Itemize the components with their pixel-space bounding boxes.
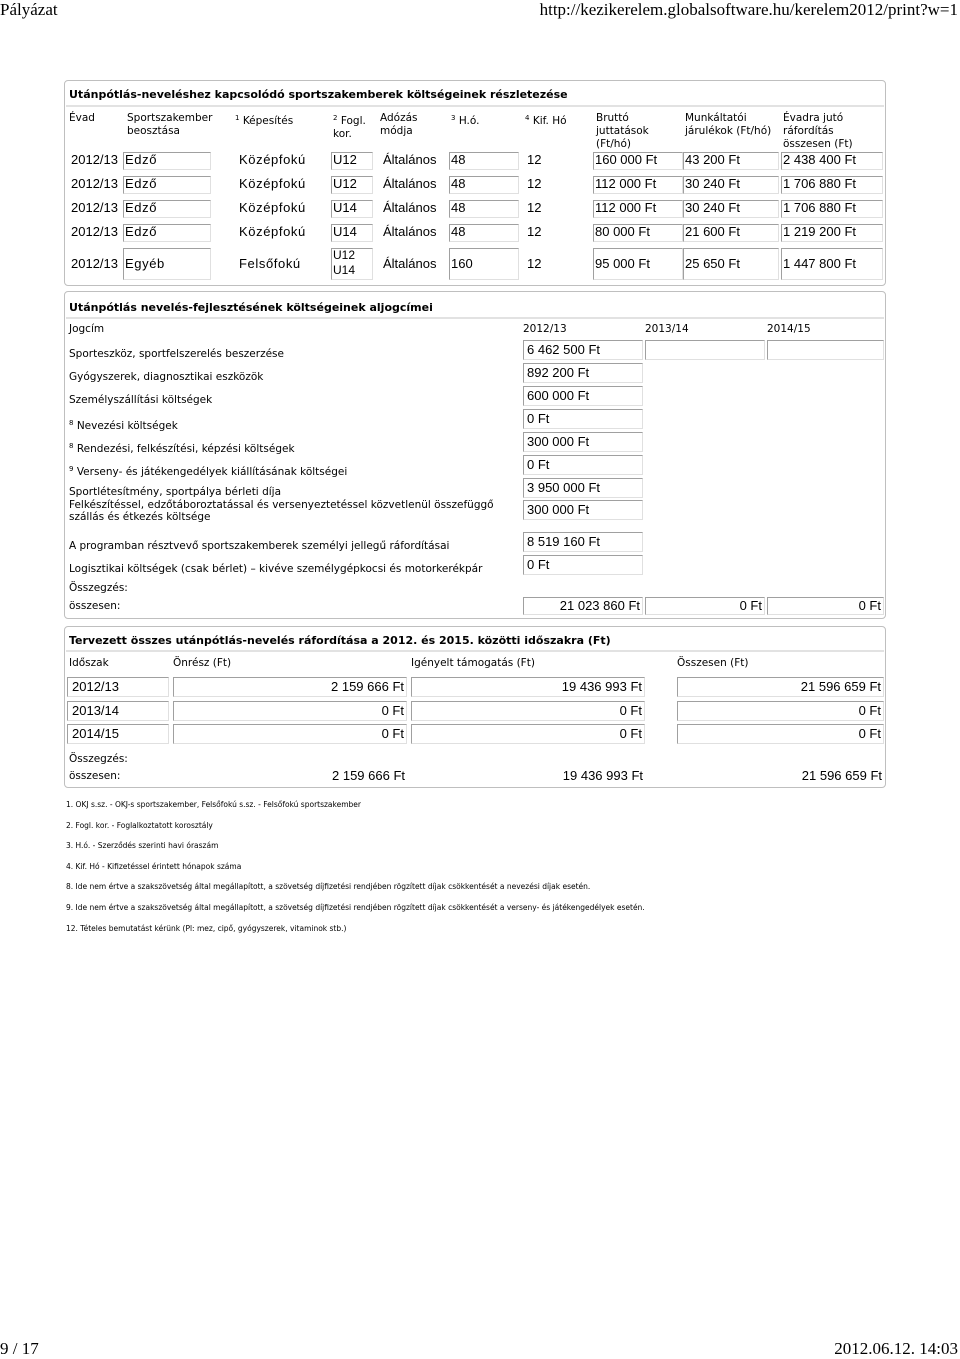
section1-title: Utánpótlás-neveléshez kapcsolódó sportszakemberek költségeinek részletezése bbox=[69, 88, 568, 101]
cell-munkaltatoi: 30 240 Ft bbox=[685, 176, 740, 191]
cell-kepesites: Középfokú bbox=[239, 176, 306, 191]
section2-title: Utánpótlás nevelés-fejlesztésének költségeinek aljogcímei bbox=[69, 301, 433, 314]
footnote-item: 12. Tételes bemutatást kérünk (Pl: mez, cipő, gyógyszerek, vitaminok stb.) bbox=[66, 924, 347, 933]
cell-munkaltatoi: 43 200 Ft bbox=[685, 152, 740, 167]
cell-idoszak-field bbox=[67, 724, 169, 744]
value-2012-13: 0 Ft bbox=[527, 411, 550, 426]
cell-munkaltatoi: 30 240 Ft bbox=[685, 200, 740, 215]
footnote-item: 3. H.ó. - Szerződés szerinti havi óraszám bbox=[66, 841, 219, 850]
cell-ho: 48 bbox=[451, 152, 466, 167]
value-2012-13-field bbox=[523, 555, 643, 575]
cell-ho: 160 bbox=[451, 256, 473, 271]
cell-evadra: 1 706 880 Ft bbox=[783, 176, 856, 191]
cell-beosztas: Egyéb bbox=[125, 256, 165, 271]
value-2012-13: 600 000 Ft bbox=[527, 388, 590, 403]
total-2014-15-field: 0 Ft bbox=[767, 597, 884, 615]
col-header-2012-13: 2012/13 bbox=[523, 323, 567, 335]
col-header-kepesites: $^1$ Képesítés bbox=[235, 114, 294, 127]
cell-evadra: 1 706 880 Ft bbox=[783, 200, 856, 215]
cell-beosztas: Edző bbox=[125, 152, 158, 167]
cell-adozas: Általános bbox=[383, 176, 437, 191]
section-divider bbox=[66, 105, 884, 107]
value-2012-13-field bbox=[523, 340, 643, 360]
total-2013-14-field: 0 Ft bbox=[645, 597, 765, 615]
cell-evadra: 1 447 800 Ft bbox=[783, 256, 856, 271]
footnote-item: 2. Fogl. kor. - Foglalkoztatott korosztály bbox=[66, 821, 213, 830]
col-header-munkaltatoi: Munkáltatói járulékok (Ft/hó) bbox=[685, 112, 772, 137]
value-2014-15-field bbox=[767, 340, 884, 360]
col-header-2014-15: 2014/15 bbox=[767, 323, 811, 335]
cell-adozas: Általános bbox=[383, 152, 437, 167]
page-number: 9 / 17 bbox=[0, 1339, 39, 1358]
cell-osszesen-field bbox=[677, 724, 884, 744]
col-header-2013-14: 2013/14 bbox=[645, 323, 689, 335]
value-2012-13: 892 200 Ft bbox=[527, 365, 590, 380]
cell-osszesen: 21 596 659 Ft bbox=[800, 679, 881, 694]
jogcim-label: $^8$ Nevezési költségek bbox=[69, 419, 178, 432]
cell-onresz: 2 159 666 Ft bbox=[331, 679, 404, 694]
value-2012-13: 0 Ft bbox=[527, 457, 550, 472]
footnote-item: 8. Ide nem értve a szakszövetség által megállapított, a szövetség díjfizetési rendjében rögzített díjak csökkentését a nevezési díjak esetén. bbox=[66, 882, 591, 891]
col-header-ho: $^3$ H.ó. bbox=[451, 114, 480, 127]
cell-munkaltatoi: 25 650 Ft bbox=[685, 256, 740, 271]
cell-ho: 48 bbox=[451, 224, 466, 239]
section3-title: Tervezett összes utánpótlás-nevelés ráfordítása a 2012. és 2015. közötti időszakra (Ft) bbox=[69, 634, 611, 647]
value-2012-13: 3 950 000 Ft bbox=[527, 480, 600, 495]
cell-evadra: 1 219 200 Ft bbox=[783, 224, 856, 239]
jogcim-label: Sporteszköz, sportfelszerelés beszerzése bbox=[69, 348, 284, 360]
cell-kepesites: Középfokú bbox=[239, 224, 306, 239]
cell-korosztaly: U12 bbox=[333, 152, 357, 167]
cell-evad: 2012/13 bbox=[71, 224, 118, 239]
cell-kif-ho: 12 bbox=[527, 200, 542, 215]
col-header-evadra: Évadra jutó ráfordítás összesen (Ft) bbox=[783, 112, 853, 150]
value-2012-13: 8 519 160 Ft bbox=[527, 534, 600, 549]
jogcim-label: Gyógyszerek, diagnosztikai eszközök bbox=[69, 371, 264, 383]
jogcim-label: $^8$ Rendezési, felkészítési, képzési költségek bbox=[69, 442, 295, 455]
cell-idoszak: 2012/13 bbox=[72, 679, 119, 694]
cell-idoszak-field bbox=[67, 677, 169, 697]
cell-osszesen-field bbox=[677, 701, 884, 721]
cell-adozas: Általános bbox=[383, 224, 437, 239]
section-divider bbox=[66, 650, 884, 652]
value-2012-13: 300 000 Ft bbox=[527, 434, 590, 449]
value-2012-13-field bbox=[523, 532, 643, 552]
cell-osszesen-field bbox=[677, 677, 884, 697]
cell-beosztas: Edző bbox=[125, 224, 158, 239]
cell-korosztaly: U12 bbox=[333, 248, 356, 262]
footnote-item: 1. OKJ s.sz. - OKJ-s sportszakember, Felsőfokú s.sz. - Felsőfokú sportszakember bbox=[66, 800, 361, 809]
col-header-igenyelt: Igényelt támogatás (Ft) bbox=[411, 657, 535, 669]
value-2013-14-field bbox=[645, 340, 765, 360]
cell-beosztas: Edző bbox=[125, 200, 158, 215]
cell-onresz-field bbox=[173, 724, 407, 744]
footnote-item: 9. Ide nem értve a szakszövetség által megállapított, a szövetség díjfizetési rendjében rögzített díjak csökkentését a verseny- és játékengedélyek esetén. bbox=[66, 903, 645, 912]
cell-korosztaly: U14 bbox=[333, 224, 357, 239]
cell-adozas: Általános bbox=[383, 256, 437, 271]
cell-onresz: 0 Ft bbox=[381, 726, 404, 741]
value-2012-13-field bbox=[523, 478, 643, 498]
page-header-url[interactable]: http://kezikerelem.globalsoftware.hu/kerelem2012/print?w=1 bbox=[539, 0, 958, 19]
cell-onresz-field bbox=[173, 677, 407, 697]
cell-brutto: 80 000 Ft bbox=[595, 224, 650, 239]
total-2012-13-field: 21 023 860 Ft bbox=[523, 597, 643, 615]
cell-idoszak-field bbox=[67, 701, 169, 721]
jogcim-label: $^9$ Verseny- és játékengedélyek kiállításának költségei bbox=[69, 465, 348, 478]
value-2012-13: 300 000 Ft bbox=[527, 502, 590, 517]
total-label: összesen: bbox=[69, 600, 121, 612]
print-datetime: 2012.06.12. 14:03 bbox=[834, 1339, 958, 1358]
col-header-brutto: Bruttó juttatások (Ft/hó) bbox=[596, 112, 649, 150]
cell-evadra: 2 438 400 Ft bbox=[783, 152, 856, 167]
cell-evad: 2012/13 bbox=[71, 200, 118, 215]
value-2012-13: 6 462 500 Ft bbox=[527, 342, 600, 357]
col-header-osszesen: Összesen (Ft) bbox=[677, 657, 749, 669]
page-header-title: Pályázat bbox=[0, 0, 58, 19]
cell-munkaltatoi: 21 600 Ft bbox=[685, 224, 740, 239]
cell-ho: 48 bbox=[451, 176, 466, 191]
cell-osszesen: 0 Ft bbox=[858, 726, 881, 741]
col-header-onresz: Önrész (Ft) bbox=[173, 657, 232, 669]
col-header-jogcim: Jogcím bbox=[69, 323, 105, 335]
cell-igenyelt: 0 Ft bbox=[619, 703, 642, 718]
cell-korosztaly: U14 bbox=[333, 263, 356, 277]
cell-beosztas: Edző bbox=[125, 176, 158, 191]
cell-korosztaly: U12 bbox=[333, 176, 357, 191]
cell-igenyelt: 0 Ft bbox=[619, 726, 642, 741]
col-header-sportszakember: Sportszakember beosztása bbox=[127, 112, 213, 137]
cell-korosztaly: U14 bbox=[333, 200, 357, 215]
sportszakember-panel bbox=[64, 80, 886, 286]
col-header-kif: $^4$ Kif. Hó bbox=[525, 114, 567, 127]
value-2012-13-field bbox=[523, 500, 643, 520]
cell-evad: 2012/13 bbox=[71, 176, 118, 191]
cell-igenyelt-field bbox=[411, 724, 645, 744]
value-2012-13-field bbox=[523, 455, 643, 475]
jogcim-label: A programban résztvevő sportszakemberek személyi jellegű ráfordításai bbox=[69, 540, 450, 552]
cell-kepesites: Középfokú bbox=[239, 152, 306, 167]
section-divider bbox=[66, 317, 884, 319]
cell-evad: 2012/13 bbox=[71, 152, 118, 167]
total-label: összesen: bbox=[69, 770, 121, 782]
value-2012-13-field bbox=[523, 363, 643, 383]
jogcim-label: Felkészítéssel, edzőtáboroztatással és versenyeztetéssel közvetlenül összefüggő szállás és étkezés költsége bbox=[69, 499, 494, 523]
total-onresz: 2 159 666 Ft bbox=[332, 768, 405, 783]
cell-kif-ho: 12 bbox=[527, 256, 542, 271]
cell-igenyelt-field bbox=[411, 701, 645, 721]
cell-adozas: Általános bbox=[383, 200, 437, 215]
cell-igenyelt-field bbox=[411, 677, 645, 697]
cell-kif-ho: 12 bbox=[527, 176, 542, 191]
cell-idoszak: 2014/15 bbox=[72, 726, 119, 741]
cell-brutto: 112 000 Ft bbox=[595, 200, 657, 215]
cell-osszesen: 0 Ft bbox=[858, 703, 881, 718]
cell-onresz: 0 Ft bbox=[381, 703, 404, 718]
cell-brutto: 160 000 Ft bbox=[595, 152, 658, 167]
cell-onresz-field bbox=[173, 701, 407, 721]
cell-kif-ho: 12 bbox=[527, 152, 542, 167]
jogcim-label: Logisztikai költségek (csak bérlet) – kivéve személygépkocsi és motorkerékpár bbox=[69, 563, 483, 575]
jogcim-label: Személyszállítási költségek bbox=[69, 394, 213, 406]
footnote-item: 4. Kif. Hó - Kifizetéssel érintett hónapok száma bbox=[66, 862, 242, 871]
aljogcimek-panel bbox=[64, 291, 886, 619]
cell-igenyelt: 19 436 993 Ft bbox=[561, 679, 642, 694]
cell-idoszak: 2013/14 bbox=[72, 703, 119, 718]
col-header-adozas: Adózás módja bbox=[380, 112, 418, 137]
tervezett-panel bbox=[64, 626, 886, 788]
value-2012-13: 0 Ft bbox=[527, 557, 550, 572]
value-2012-13-field bbox=[523, 386, 643, 406]
jogcim-label: Sportlétesítmény, sportpálya bérleti díja bbox=[69, 486, 281, 498]
value-2012-13-field bbox=[523, 409, 643, 429]
summary-label: Összegzés: bbox=[69, 753, 128, 765]
cell-ho: 48 bbox=[451, 200, 466, 215]
cell-brutto: 95 000 Ft bbox=[595, 256, 650, 271]
cell-kif-ho: 12 bbox=[527, 224, 542, 239]
cell-evad: 2012/13 bbox=[71, 256, 118, 271]
col-header-idoszak: Időszak bbox=[69, 657, 109, 669]
value-2012-13-field bbox=[523, 432, 643, 452]
total-igenyelt: 19 436 993 Ft bbox=[562, 768, 643, 783]
cell-kepesites: Felsőfokú bbox=[239, 256, 301, 271]
cell-kepesites: Középfokú bbox=[239, 200, 306, 215]
col-header-fogl: $^2$ Fogl. kor. bbox=[333, 114, 366, 140]
col-header-evad: Évad bbox=[69, 112, 95, 124]
total-osszesen: 21 596 659 Ft bbox=[801, 768, 882, 783]
summary-label: Összegzés: bbox=[69, 582, 128, 594]
cell-brutto: 112 000 Ft bbox=[595, 176, 657, 191]
